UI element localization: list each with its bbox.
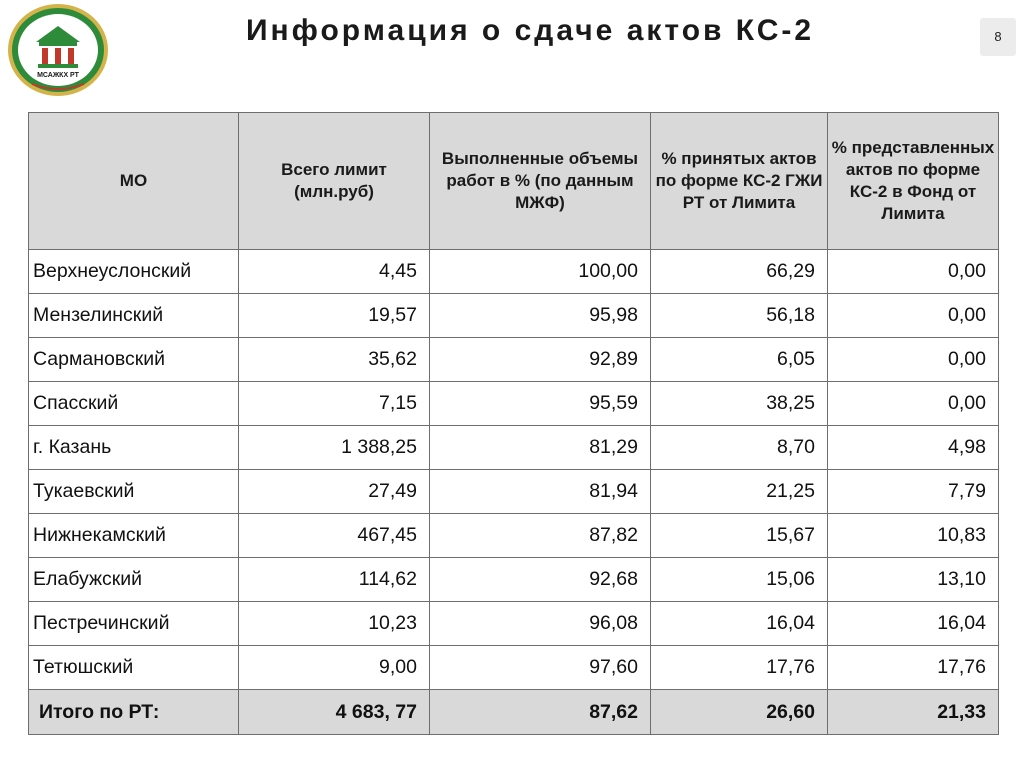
cell-submitted-acts: 13,10 xyxy=(828,558,999,602)
cell-total-limit: 35,62 xyxy=(239,338,430,382)
ministry-logo xyxy=(6,2,110,98)
column-header-submitted-acts: % представленных актов по форме КС-2 в Фонд от Лимита xyxy=(828,113,999,250)
column-header-municipality: МО xyxy=(29,113,239,250)
cell-accepted-acts: 17,76 xyxy=(651,646,828,690)
cell-submitted-acts: 10,83 xyxy=(828,514,999,558)
table-total-row xyxy=(29,690,999,735)
cell-total-completed-work: 87,62 xyxy=(430,690,651,735)
cell-municipality: Мензелинский xyxy=(29,294,239,338)
page-title: Информация о сдаче актов КС-2 xyxy=(245,14,815,47)
cell-submitted-acts: 7,79 xyxy=(828,470,999,514)
cell-municipality: Сармановский xyxy=(29,338,239,382)
cell-municipality: Нижнекамский xyxy=(29,514,239,558)
cell-accepted-acts: 15,67 xyxy=(651,514,828,558)
cell-total-limit: 114,62 xyxy=(239,558,430,602)
cell-submitted-acts: 0,00 xyxy=(828,382,999,426)
cell-submitted-acts: 16,04 xyxy=(828,602,999,646)
table-row xyxy=(29,426,999,470)
table-row xyxy=(29,338,999,382)
cell-total-limit: 27,49 xyxy=(239,470,430,514)
table-row xyxy=(29,470,999,514)
cell-accepted-acts: 6,05 xyxy=(651,338,828,382)
table-row xyxy=(29,250,999,294)
cell-accepted-acts: 15,06 xyxy=(651,558,828,602)
cell-total-limit: 4,45 xyxy=(239,250,430,294)
cell-municipality: Елабужский xyxy=(29,558,239,602)
cell-submitted-acts: 0,00 xyxy=(828,250,999,294)
cell-accepted-acts: 8,70 xyxy=(651,426,828,470)
cell-municipality: Верхнеуслонский xyxy=(29,250,239,294)
table-row xyxy=(29,602,999,646)
cell-accepted-acts: 56,18 xyxy=(651,294,828,338)
cell-total-limit: 10,23 xyxy=(239,602,430,646)
cell-completed-work: 92,68 xyxy=(430,558,651,602)
cell-submitted-acts: 4,98 xyxy=(828,426,999,470)
cell-total-limit-sum: 4 683, 77 xyxy=(239,690,430,735)
column-header-accepted-acts: % принятых актов по форме КС-2 ГЖИ РТ от Лимита xyxy=(651,113,828,250)
cell-municipality: г. Казань xyxy=(29,426,239,470)
cell-completed-work: 97,60 xyxy=(430,646,651,690)
cell-municipality: Пестречинский xyxy=(29,602,239,646)
table-header-row xyxy=(29,113,999,250)
cell-completed-work: 95,98 xyxy=(430,294,651,338)
cell-completed-work: 81,94 xyxy=(430,470,651,514)
table-row xyxy=(29,558,999,602)
cell-total-limit: 1 388,25 xyxy=(239,426,430,470)
cell-total-submitted-acts: 21,33 xyxy=(828,690,999,735)
ks2-acts-table xyxy=(28,112,999,735)
cell-submitted-acts: 0,00 xyxy=(828,338,999,382)
cell-total-limit: 467,45 xyxy=(239,514,430,558)
cell-total-limit: 19,57 xyxy=(239,294,430,338)
column-header-completed-work: Выполненные объемы работ в % (по данным МЖФ) xyxy=(430,113,651,250)
cell-municipality: Тукаевский xyxy=(29,470,239,514)
cell-submitted-acts: 17,76 xyxy=(828,646,999,690)
cell-completed-work: 96,08 xyxy=(430,602,651,646)
cell-submitted-acts: 0,00 xyxy=(828,294,999,338)
cell-completed-work: 92,89 xyxy=(430,338,651,382)
cell-accepted-acts: 21,25 xyxy=(651,470,828,514)
logo-text: МСАЖКХ РТ xyxy=(37,72,79,79)
table-row xyxy=(29,294,999,338)
cell-accepted-acts: 16,04 xyxy=(651,602,828,646)
cell-municipality: Тетюшский xyxy=(29,646,239,690)
cell-completed-work: 100,00 xyxy=(430,250,651,294)
cell-completed-work: 95,59 xyxy=(430,382,651,426)
cell-municipality: Спасский xyxy=(29,382,239,426)
cell-accepted-acts: 66,29 xyxy=(651,250,828,294)
cell-total-limit: 7,15 xyxy=(239,382,430,426)
ministry-emblem-icon xyxy=(6,2,110,98)
page-number: 8 xyxy=(980,18,1016,56)
cell-accepted-acts: 38,25 xyxy=(651,382,828,426)
table-row xyxy=(29,382,999,426)
cell-total-label: Итого по РТ: xyxy=(29,690,239,735)
cell-completed-work: 81,29 xyxy=(430,426,651,470)
cell-total-limit: 9,00 xyxy=(239,646,430,690)
table-row xyxy=(29,514,999,558)
cell-total-accepted-acts: 26,60 xyxy=(651,690,828,735)
column-header-total-limit: Всего лимит (млн.руб) xyxy=(239,113,430,250)
table-row xyxy=(29,646,999,690)
cell-completed-work: 87,82 xyxy=(430,514,651,558)
